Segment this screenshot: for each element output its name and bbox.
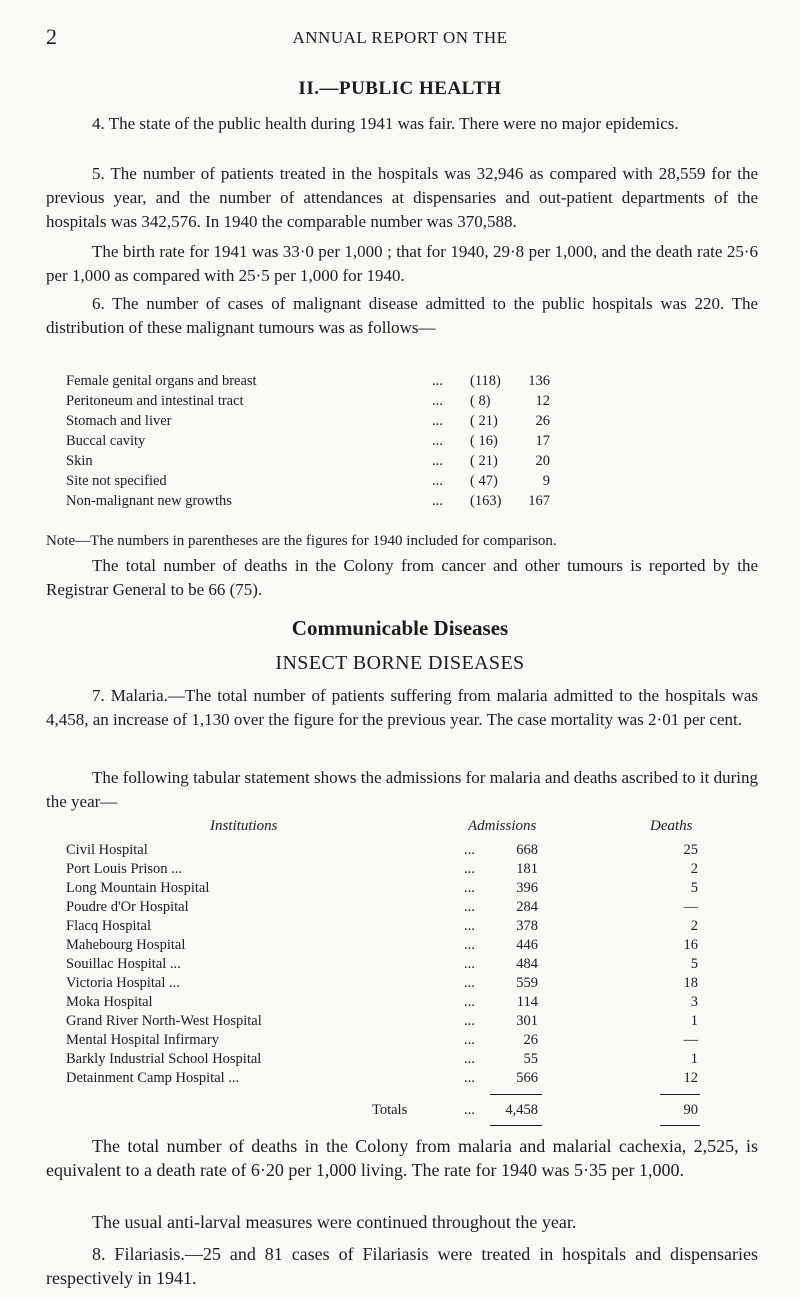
admissions-value: 26 — [523, 1032, 538, 1048]
tumour-1940-count: (163) — [470, 493, 502, 509]
institution-name: Victoria Hospital ... — [66, 975, 180, 991]
institution-name: Moka Hospital — [66, 994, 153, 1010]
tumour-1941-count: 20 — [535, 453, 550, 469]
tumour-site: Skin — [66, 453, 93, 469]
leader-dots: ... — [464, 956, 475, 972]
antilarval-paragraph: The usual anti-larval measures were continued throughout the year. — [92, 1212, 577, 1232]
leader-dots: ... — [464, 899, 475, 915]
tumour-site: Buccal cavity — [66, 433, 146, 449]
section-title: II.—PUBLIC HEALTH — [298, 78, 502, 99]
leader-dots: ... — [432, 453, 443, 469]
deaths-value: — — [683, 1032, 698, 1048]
deaths-value: 1 — [690, 1013, 698, 1029]
admissions-value: 378 — [516, 918, 538, 934]
cachexia-paragraph: The total number of deaths in the Colony from malaria and malarial cachexia, 2,525, is equivalent to a death rate of 6·20 per 1,000 living. The rate for 1940 was 5·35 per 1,000. — [46, 1136, 758, 1180]
admissions-value: 446 — [516, 937, 538, 953]
admissions-value: 566 — [516, 1070, 538, 1086]
running-title: ANNUAL REPORT ON THE — [292, 28, 508, 47]
tumour-1940-count: ( 16) — [470, 433, 498, 449]
malaria-paragraph: 7. Malaria.—The total number of patients suffering from malaria admitted to the hospitals was 4,458, an increase of 1,130 over the figure for the previous year. The case mortality was 2·01 per cent. — [46, 686, 758, 729]
tumour-site: Female genital organs and breast — [66, 373, 257, 389]
leader-dots: ... — [464, 842, 475, 858]
leader-dots: ... — [432, 373, 443, 389]
leader-dots: ... — [432, 433, 443, 449]
leader-dots: ... — [432, 413, 443, 429]
paragraph-5-birth-rate: The birth rate for 1941 was 33·0 per 1,000 ; that for 1940, 29·8 per 1,000, and the death rate 25·6 per 1,000 as compared with 25·5 per 1,000 for 1940. — [46, 242, 758, 285]
page-number: 2 — [46, 24, 57, 49]
admissions-total: 4,458 — [505, 1102, 538, 1118]
col-header-institutions: Institutions — [210, 818, 278, 834]
deaths-value: — — [683, 899, 698, 915]
deaths-value: 5 — [690, 956, 698, 972]
tumour-1941-count: 167 — [528, 493, 550, 509]
institution-name: Mental Hospital Infirmary — [66, 1032, 220, 1048]
tumour-1940-count: ( 21) — [470, 413, 498, 429]
leader-dots: ... — [464, 1102, 475, 1118]
institution-name: Poudre d'Or Hospital — [66, 899, 189, 915]
leader-dots: ... — [464, 918, 475, 934]
admissions-value: 114 — [516, 994, 538, 1010]
tumour-note: Note—The numbers in parentheses are the figures for 1940 included for comparison. — [46, 533, 557, 549]
tumour-1941-count: 17 — [535, 433, 550, 449]
malaria-table-intro: The following tabular statement shows the admissions for malaria and deaths ascribed to it during the year— — [46, 768, 758, 811]
institution-name: Detainment Camp Hospital ... — [66, 1070, 240, 1086]
paragraph-4: 4. The state of the public health during 1941 was fair. There were no major epidemics. — [92, 114, 679, 133]
tumour-1941-count: 136 — [528, 373, 550, 389]
deaths-value: 2 — [690, 918, 698, 934]
tumour-1941-count: 12 — [535, 393, 550, 409]
tumour-site: Stomach and liver — [66, 413, 172, 429]
leader-dots: ... — [464, 1013, 475, 1029]
admissions-value: 668 — [516, 842, 538, 858]
deaths-total: 90 — [683, 1102, 698, 1118]
institution-name: Barkly Industrial School Hospital — [66, 1051, 262, 1067]
col-header-admissions: Admissions — [468, 818, 537, 834]
institution-name: Mahebourg Hospital — [66, 937, 186, 953]
leader-dots: ... — [464, 1051, 475, 1067]
admissions-value: 559 — [516, 975, 538, 991]
tumour-1940-count: ( 21) — [470, 453, 498, 469]
deaths-value: 12 — [683, 1070, 698, 1086]
deaths-value: 1 — [690, 1051, 698, 1067]
paragraph-6: 6. The number of cases of malignant disease admitted to the public hospitals was 220. The distribution of these malignant tumours was as follows— — [46, 294, 758, 337]
deaths-value: 25 — [683, 842, 698, 858]
admissions-value: 301 — [516, 1013, 538, 1029]
col-header-deaths: Deaths — [650, 818, 693, 834]
leader-dots: ... — [464, 994, 475, 1010]
cancer-deaths-paragraph: The total number of deaths in the Colony from cancer and other tumours is reported by the Registrar General to be 66 (75). — [46, 556, 758, 599]
tumour-1940-count: (118) — [470, 373, 501, 389]
leader-dots: ... — [464, 937, 475, 953]
tumour-1940-count: ( 8) — [470, 393, 491, 409]
leader-dots: ... — [464, 1032, 475, 1048]
admissions-value: 55 — [523, 1051, 538, 1067]
institution-name: Souillac Hospital ... — [66, 956, 181, 972]
institution-name: Long Mountain Hospital — [66, 880, 210, 896]
communicable-diseases-title: Communicable Diseases — [291, 616, 509, 640]
leader-dots: ... — [464, 975, 475, 991]
insect-borne-title: INSECT BORNE DISEASES — [275, 652, 525, 674]
leader-dots: ... — [464, 880, 475, 896]
deaths-value: 18 — [683, 975, 698, 991]
admissions-value: 484 — [516, 956, 538, 972]
tumour-site: Non-malignant new growths — [66, 493, 232, 509]
leader-dots: ... — [432, 393, 443, 409]
leader-dots: ... — [464, 861, 475, 877]
tumour-1940-count: ( 47) — [470, 473, 498, 489]
admissions-value: 181 — [516, 861, 538, 877]
institution-name: Port Louis Prison ... — [66, 861, 183, 877]
institution-name: Civil Hospital — [66, 842, 148, 858]
deaths-value: 2 — [690, 861, 698, 877]
leader-dots: ... — [432, 493, 443, 509]
institution-name: Grand River North-West Hospital — [66, 1013, 262, 1029]
leader-dots: ... — [464, 1070, 475, 1086]
totals-label: Totals — [372, 1102, 408, 1118]
deaths-value: 5 — [690, 880, 698, 896]
tumour-1941-count: 9 — [542, 473, 550, 489]
admissions-value: 396 — [516, 880, 538, 896]
tumour-1941-count: 26 — [535, 413, 550, 429]
institution-name: Flacq Hospital — [66, 918, 151, 934]
tumour-site: Peritoneum and intestinal tract — [66, 393, 244, 409]
deaths-value: 16 — [683, 937, 698, 953]
tumour-site: Site not specified — [66, 473, 167, 489]
leader-dots: ... — [432, 473, 443, 489]
admissions-value: 284 — [516, 899, 538, 915]
paragraph-5: 5. The number of patients treated in the hospitals was 32,946 as compared with 28,559 for the previous year, and the number of attendances at dispensaries and out-patient departments of the hospitals was 342,576. In 1940 the comparable number was 370,588. — [46, 164, 758, 231]
filariasis-paragraph: 8. Filariasis.—25 and 81 cases of Filariasis were treated in hospitals and dispensaries respectively in 1941. — [46, 1244, 758, 1288]
deaths-value: 3 — [690, 994, 698, 1010]
